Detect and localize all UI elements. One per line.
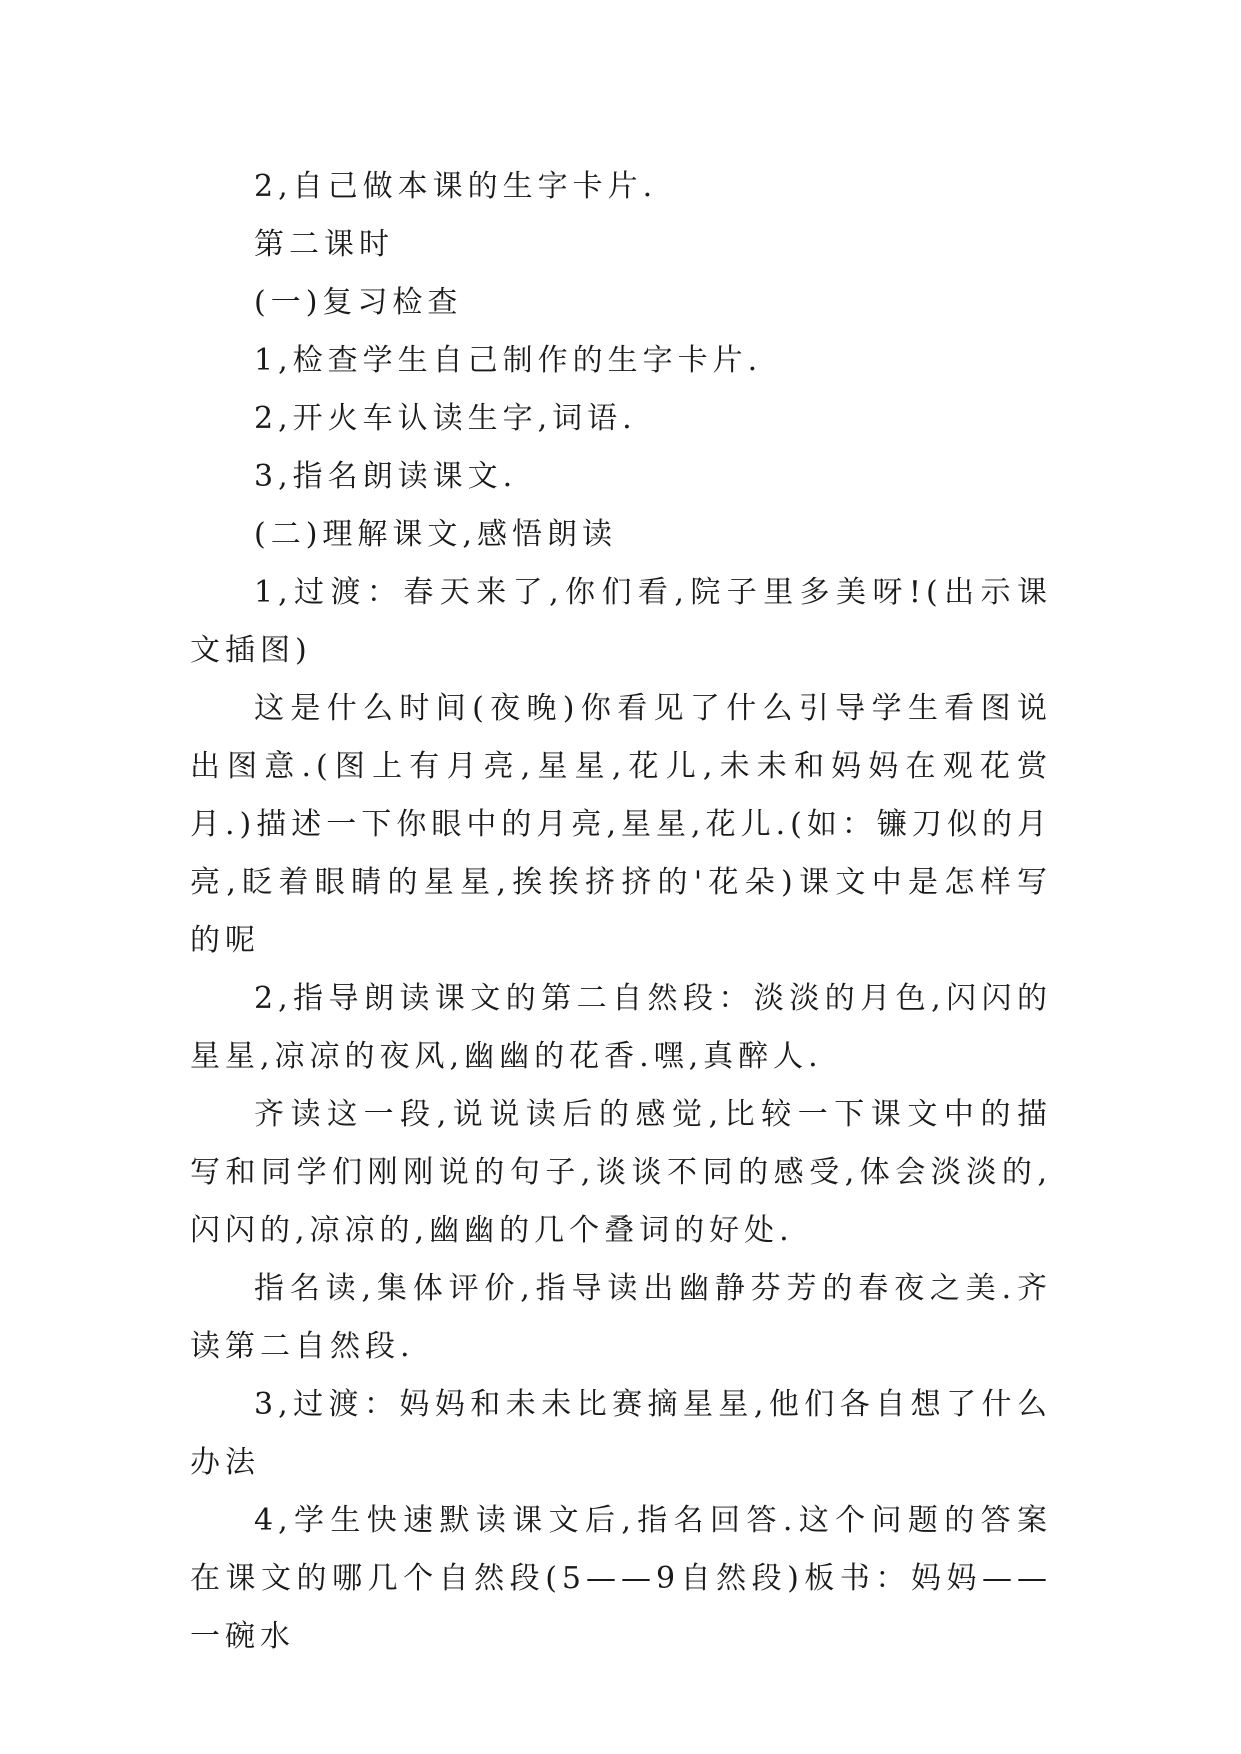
paragraph-transition-spring: 1,过渡：春天来了,你们看,院子里多美呀!(出示课文插图) xyxy=(190,575,1052,668)
paragraph-homework-cards: 2,自己做本课的生字卡片. xyxy=(254,169,658,204)
paragraph-train-reading: 2,开火车认读生字,词语. xyxy=(254,401,637,436)
paragraph-guide-reading: 2,指导朗读课文的第二自然段：淡淡的月色,闪闪的星星,凉凉的夜风,幽幽的花香.嘿,真醉人. xyxy=(190,981,1052,1074)
paragraph-picture-talk: 这是什么时间(夜晚)你看见了什么引导学生看图说出图意.(图上有月亮,星星,花儿,未未和妈妈在观花赏月.)描述一下你眼中的月亮,星星,花儿.(如：镰刀似的月亮,眨着眼睛的星星,挨挨挤挤的'花朵)课文中是怎样写的呢 xyxy=(190,691,1052,958)
paragraph-silent-reading: 4,学生快速默读课文后,指名回答.这个问题的答案在课文的哪几个自然段(5——9自然段)板书：妈妈——一碗水 xyxy=(190,1503,1052,1654)
paragraph-evaluate: 指名读,集体评价,指导读出幽静芬芳的春夜之美.齐读第二自然段. xyxy=(190,1271,1052,1364)
paragraph-group-reading: 齐读这一段,说说读后的感觉,比较一下课文中的描写和同学们刚刚说的句子,谈谈不同的感受,体会淡淡的,闪闪的,凉凉的,幽幽的几个叠词的好处. xyxy=(190,1097,1052,1248)
document-body xyxy=(190,158,1052,1666)
paragraph-transition-stars: 3,过渡：妈妈和未未比赛摘星星,他们各自想了什么办法 xyxy=(190,1387,1052,1480)
paragraph-read-aloud: 3,指名朗读课文. xyxy=(254,459,518,494)
paragraph-check-cards: 1,检查学生自己制作的生字卡片. xyxy=(254,343,763,378)
paragraph-understand-heading: (二)理解课文,感悟朗读 xyxy=(254,517,617,552)
paragraph-review-heading: (一)复习检查 xyxy=(254,285,463,320)
paragraph-second-lesson-heading: 第二课时 xyxy=(254,227,394,262)
